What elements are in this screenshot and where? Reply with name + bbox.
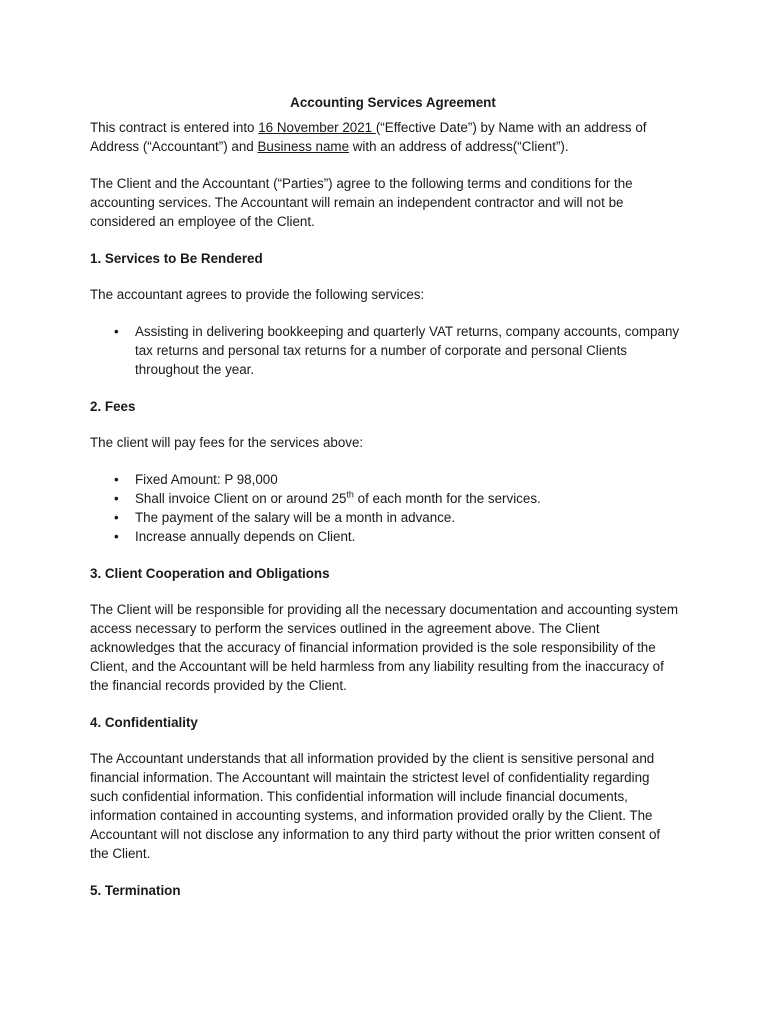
list-item-text: Assisting in delivering bookkeeping and quarterly VAT returns, company accounts, company tax returns and personal tax returns for a number of corporate and personal Clients throughout the year.	[135, 324, 680, 377]
effective-date: 16 November 2021	[258, 120, 376, 135]
parties-paragraph: The Client and the Accountant (“Parties”) agree to the following terms and conditions for the accounting services. The Accountant will remain an independent contractor and will not be considered an employee of the Client.	[90, 176, 633, 229]
section-2-lead: The client will pay fees for the services above:	[90, 435, 364, 450]
document-title: Accounting Services Agreement	[290, 95, 496, 110]
bullet-icon: •	[114, 491, 119, 506]
section-5-heading: 5. Termination	[90, 883, 181, 898]
bullet-icon: •	[114, 510, 119, 525]
list-item	[90, 527, 680, 546]
intro-text-2: (“Effective Date”) by Name with an address of Address (“Accountant”) and	[90, 120, 647, 154]
list-item	[90, 470, 680, 489]
section-1-heading: 1. Services to Be Rendered	[90, 251, 263, 266]
list-item-text: The payment of the salary will be a month in advance.	[135, 510, 456, 525]
section-3-body: The Client will be responsible for providing all the necessary documentation and accounting system access necessary to perform the services outlined in the agreement above. The Client acknowledges that the accuracy of financial information provided is the sole responsibility of the Client, and the Accountant will be held harmless from any liability resulting from the inaccuracy of the financial records provided by the Client.	[90, 602, 679, 693]
bullet-icon: •	[114, 472, 119, 487]
section-2-heading: 2. Fees	[90, 399, 136, 414]
ordinal-suffix: th	[346, 489, 354, 500]
intro-paragraph	[90, 118, 680, 156]
list-item	[90, 322, 680, 379]
section-1-list	[90, 322, 680, 379]
section-3-heading: 3. Client Cooperation and Obligations	[90, 566, 330, 581]
list-item	[90, 508, 680, 527]
section-4-body: The Accountant understands that all information provided by the client is sensitive personal and financial information. The Accountant will maintain the strictest level of confidentiality regarding such confidential information. This confidential information will include financial documents, information contained in accounting systems, and information provided orally by the Client. The Accountant will not disclose any information to any third party without the prior written consent of the Client.	[90, 751, 661, 861]
section-1-lead: The accountant agrees to provide the following services:	[90, 287, 425, 302]
list-item-text: Fixed Amount: P 98,000	[135, 472, 278, 487]
list-item-text: Increase annually depends on Client.	[135, 529, 356, 544]
list-item-text: of each month for the services.	[353, 491, 541, 506]
list-item	[90, 489, 680, 508]
section-2-list	[90, 470, 680, 546]
intro-text-1: This contract is entered into	[90, 120, 259, 135]
business-name: Business name	[257, 139, 350, 154]
section-4-heading: 4. Confidentiality	[90, 715, 198, 730]
bullet-icon: •	[114, 324, 119, 339]
intro-text-3: with an address of address(“Client”).	[349, 139, 569, 154]
bullet-icon: •	[114, 529, 119, 544]
list-item-text: Shall invoice Client on or around 25	[135, 491, 347, 506]
